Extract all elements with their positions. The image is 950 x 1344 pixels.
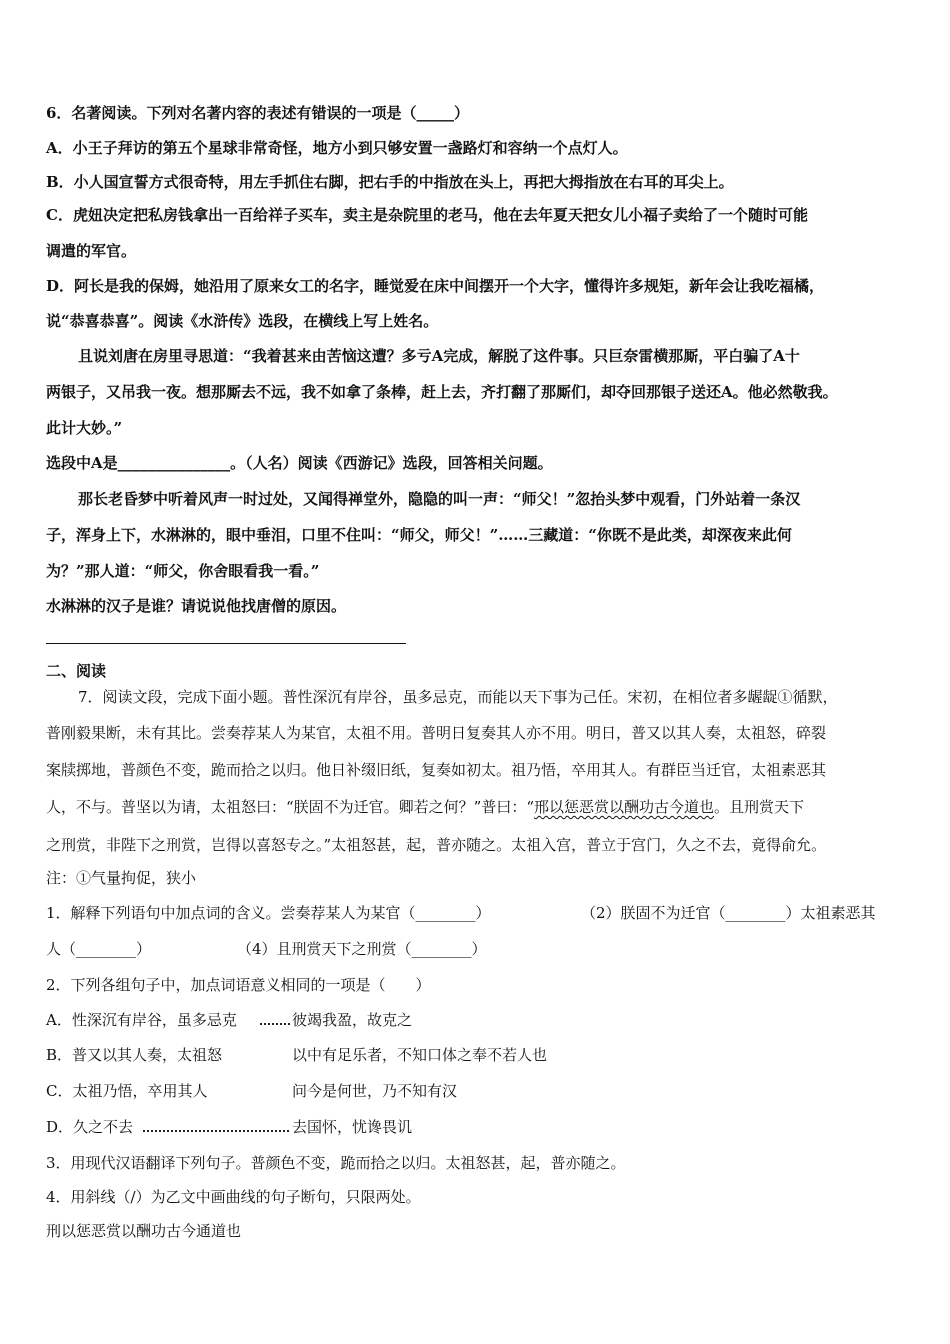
xiyou-passage-line2: 子，浑身上下，水淋淋的，眼中垂泪，口里不住叫：“师父，师父！”……三藏道：“你既不是此类，却深夜来此何 — [46, 526, 792, 544]
passage-line4-start: 人，不与。普坚以为请，太祖怒曰：“朕固不为迁官。卿若之何？”普曰：“ — [46, 798, 535, 816]
q6-option-c-line1: C．虎妞决定把私房钱拿出一百给祥子买车，卖主是杂院里的老马，他在去年夏天把女儿小福子卖给了一个随时可能 — [46, 206, 808, 224]
subq1-part1: 1．解释下列语句中加点词的含义。尝奏荐某人为某官（________） — [46, 904, 491, 922]
xiyou-passage-line3: 为？”那人道：“师父，你舍眼看我一看。” — [46, 562, 320, 580]
passage-line4 — [46, 797, 804, 817]
q6-option-b: B．小人国宣誓方式很奇特，用左手抓住右脚，把右手的中指放在头上，再把大拇指放在右耳的耳尖上。 — [46, 173, 734, 191]
q6-option-d-line2: 说“恭喜恭喜”。阅读《水浒传》选段，在横线上写上姓名。 — [46, 312, 439, 330]
subq3: 3．用现代汉语翻译下列句子。普颜色不变，跪而拾之以归。太祖怒甚，起，普亦随之。 — [46, 1154, 626, 1172]
xiyou-passage-line1: 那长老昏梦中听着风声一时过处，又闻得禅堂外，隐隐的叫一声：“师父！”忽抬头梦中观看，门外站着一条汉 — [78, 490, 801, 508]
shuihu-passage-line1: 且说刘唐在房里寻思道：“我着甚来由苦恼这遭？多亏A完成，解脱了这件事。只巨奈雷横那厮，平白骗了A十 — [78, 347, 800, 365]
subq1-part4: （4）且刑赏天下之刑赏（________） — [237, 940, 487, 958]
passage-line2: 普刚毅果断，未有其比。尝奏荐某人为某官，太祖不用。普明日复奏其人亦不用。明日，普又以其人奏，太祖怒，碎裂 — [46, 724, 827, 742]
shuihu-passage-line2: 两银子，又吊我一夜。想那厮去不远，我不如拿了条棒，赶上去，齐打翻了那厮们，却夺回那银子送还A。他必然敬我。 — [46, 383, 838, 401]
option-a-left: A．性深沉有岸谷，虽多忌克 — [46, 1011, 237, 1029]
option-d-left: D．久之不去 — [46, 1118, 134, 1136]
passage-line5: 之刑赏，非陛下之刑赏，岂得以喜怒专之。”太祖怒甚，起，普亦随之。太祖入宫，普立于宫门，久之不去，竟得俞允。 — [46, 836, 827, 854]
passage-line1: 7．阅读文段，完成下面小题。普性深沉有岸谷，虽多忌克，而能以天下事为己任。宋初，在相位者多龌龊①循默， — [78, 688, 838, 706]
shuihu-passage-line3: 此计大妙。” — [46, 419, 123, 437]
option-b-left: B．普又以其人奏，太祖怒 — [46, 1046, 223, 1064]
answer-line — [46, 643, 406, 644]
section-heading: 二、阅读 — [46, 662, 107, 680]
footnote: 注：①气量拘促，狭小 — [46, 869, 197, 887]
option-b-right: 以中有足乐者，不知口体之奉不若人也 — [292, 1046, 548, 1064]
q6-stem: 6．名著阅读。下列对名著内容的表述有错误的一项是（_____） — [46, 104, 469, 122]
q6-option-a: A．小王子拜访的第五个星球非常奇怪，地方小到只够安置一盏路灯和容纳一个点灯人。 — [46, 139, 628, 157]
option-a-dots — [260, 1010, 290, 1030]
option-d-dots — [143, 1117, 289, 1137]
q6-option-d-line1: D．阿长是我的保姆，她沿用了原来女工的名字，睡觉爱在床中间摆开一个大字，懂得许多规矩，新年会让我吃福橘， — [46, 277, 825, 295]
wavy-underlined-sentence: 邢以惩恶赏以酬功古今道也 — [534, 798, 715, 816]
xiyou-question: 水淋淋的汉子是谁？请说说他找唐僧的原因。 — [46, 597, 347, 615]
subq2-stem: 2．下列各组句子中，加点词语意义相同的一项是（ ） — [46, 976, 431, 994]
q6-option-c-line2: 调遣的军官。 — [46, 242, 137, 260]
passage-line3: 案牍掷地，普颜色不变，跪而拾之以归。他日补缀旧纸，复奏如初太。祖乃悟，卒用其人。有群臣当迁官，太祖素恶其 — [46, 761, 827, 779]
shuihu-question: 选段中A是_______________。（人名）阅读《西游记》选段，回答相关问题。 — [46, 454, 553, 472]
option-d-right: 去国怀，忧谗畏讥 — [292, 1118, 413, 1136]
subq4-sentence: 刑以惩恶赏以酬功古今通道也 — [46, 1222, 242, 1240]
subq4: 4．用斜线（/）为乙文中画曲线的句子断句，只限两处。 — [46, 1188, 421, 1206]
subq1-part2: （2）朕固不为迁官（________）太祖素恶其 — [581, 904, 876, 922]
option-c-right: 问今是何世，乃不知有汉 — [292, 1082, 458, 1100]
option-c-left: C．太祖乃悟，卒用其人 — [46, 1082, 208, 1100]
passage-line4-end: 。且刑赏天下 — [714, 798, 805, 816]
subq1-part3: 人（________） — [46, 940, 152, 958]
option-a-right: 彼竭我盈，故克之 — [292, 1011, 413, 1029]
